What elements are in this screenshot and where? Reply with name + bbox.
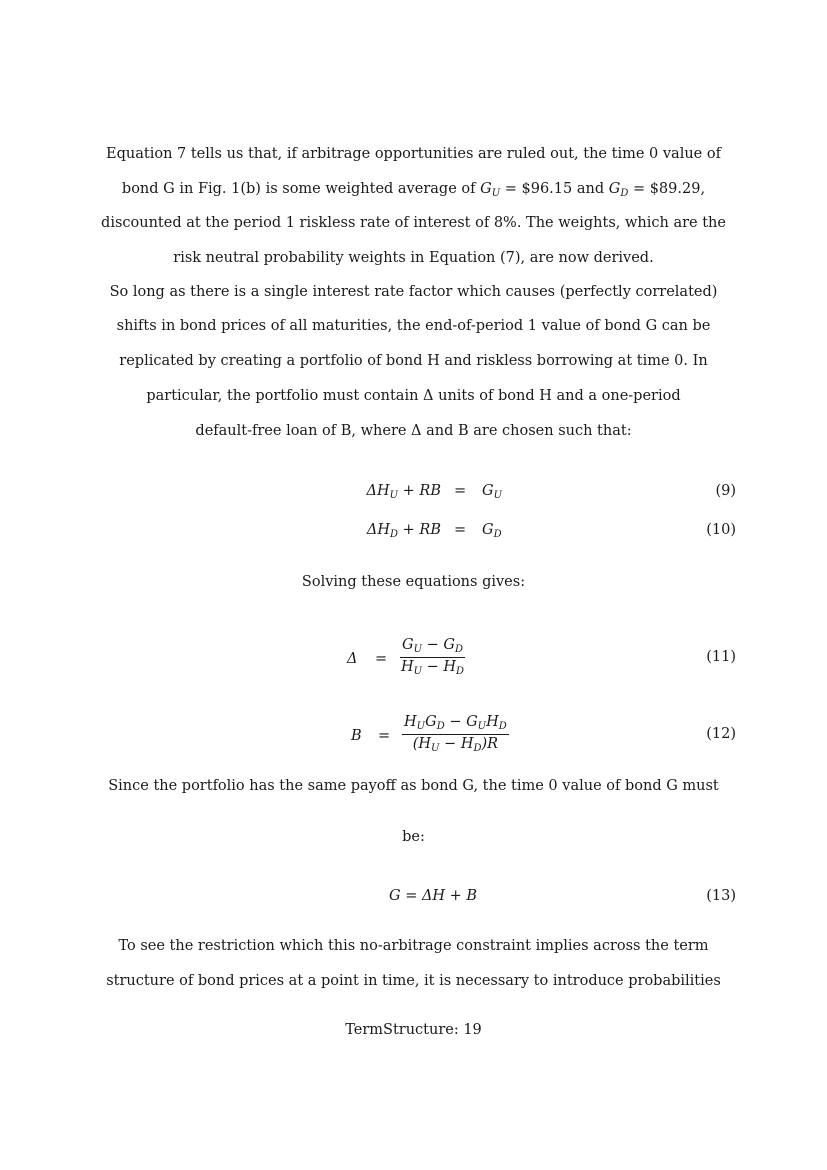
body-line: structure of bond prices at a point in time, it is necessary to introduce probabilities [106,973,721,989]
body-line: risk neutral probability weights in Equation (7), are now derived. [173,250,654,266]
equation-number: (12) [706,726,736,742]
body-line: So long as there is a single interest rate factor which causes (perfectly correlated) [109,284,718,300]
equation-number: (10) [706,522,736,538]
body-line: be: [402,829,425,845]
body-line: Solving these equations gives: [301,574,526,590]
equation-number: (13) [706,888,736,904]
body-line: particular, the portfolio must contain Δ units of bond H and a one-period [146,388,681,404]
body-line: bond G in Fig. 1(b) is some weighted average of $G_U$ = $96.15 and $G_D$ = $89.29, [121,181,706,199]
equation-10: $\Delta H_D$ + RB = $G_D$ (10) [366,522,736,540]
body-line: To see the restriction which this no-arbitrage constraint implies across the term [118,938,709,954]
body-line: shifts in bond prices of all maturities, the end-of-period 1 value of bond G can be [116,318,711,334]
body-line: Equation 7 tells us that, if arbitrage opportunities are ruled out, the time 0 value of [106,146,721,162]
page-footer: TermStructure: 19 [345,1022,482,1038]
fraction: $G_U - G_D$ $H_U - H_D$ [400,637,465,677]
equation-13: G = ΔH + B (13) [389,888,736,904]
body-line: replicated by creating a portfolio of bond H and riskless borrowing at time 0. In [119,353,708,369]
equation-number: (9) [715,483,736,499]
equation-number: (11) [706,649,736,665]
body-line: default-free loan of B, where Δ and B are chosen such that: [195,423,632,439]
equation-9: $\Delta H_U$ + RB = $G_U$ (9) [366,483,736,501]
fraction: $H_UG_D - G_UH_D$ $(H_U - H_D)R$ [404,714,507,754]
body-line: Since the portfolio has the same payoff as bond G, the time 0 value of bond G must [108,778,719,794]
body-line: discounted at the period 1 riskless rate of interest of 8%. The weights, which are the [101,215,726,231]
